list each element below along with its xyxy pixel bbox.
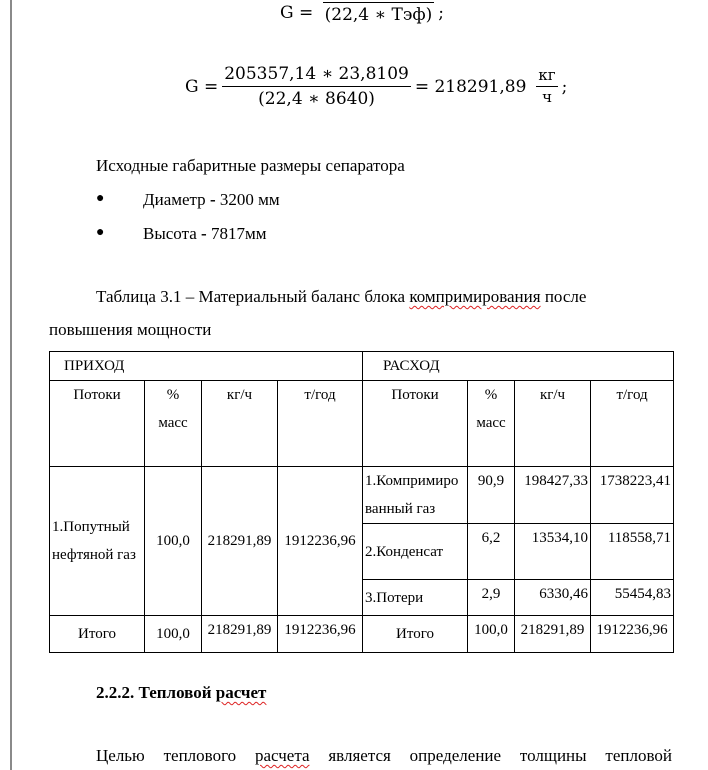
table-caption-line2: повышения мощности bbox=[49, 320, 212, 339]
total-expense-pct: 100,0 bbox=[468, 616, 515, 653]
income-pct: 100,0 bbox=[145, 467, 202, 616]
col-header-pct bbox=[468, 381, 515, 467]
formula-top-denominator: (22,4 ∗ Тэф) bbox=[323, 2, 435, 25]
income-flow-line1: 1.Попутный bbox=[52, 519, 130, 535]
formula-top-fraction bbox=[323, 0, 435, 25]
body-word: Целью bbox=[96, 746, 145, 765]
expense-pct: 90,9 bbox=[468, 467, 515, 524]
section-title-word1: Тепловой bbox=[138, 683, 212, 702]
expense-flow-line2: ванный газ bbox=[365, 501, 436, 517]
page-left-border bbox=[10, 0, 12, 770]
total-income-kgh: 218291,89 bbox=[202, 616, 278, 653]
table-columns-row bbox=[50, 381, 674, 467]
income-kgh: 218291,89 bbox=[202, 467, 278, 616]
expense-kgh: 6330,46 bbox=[515, 580, 591, 616]
formula-top-lhs: G = bbox=[280, 3, 314, 23]
body-text-line bbox=[96, 746, 672, 766]
table-caption-line1 bbox=[96, 287, 586, 307]
table-header-row bbox=[50, 352, 674, 381]
total-income-pct: 100,0 bbox=[145, 616, 202, 653]
table-caption-misspelled: компримирования bbox=[409, 287, 541, 306]
table-caption-prefix: Таблица 3.1 – Материальный баланс блока bbox=[96, 287, 410, 306]
income-flow-line2: нефтяной газ bbox=[52, 547, 136, 563]
formula-unit bbox=[536, 67, 557, 106]
col-header-tpy: т/год bbox=[278, 381, 363, 467]
formula-unit-den: ч bbox=[542, 88, 552, 106]
formula-top-tail: ; bbox=[438, 3, 445, 23]
col-header-kgh: кг/ч bbox=[202, 381, 278, 467]
bullet-diameter-sep: - bbox=[209, 190, 216, 209]
col-header-tpy: т/год bbox=[591, 381, 674, 467]
income-flow-name bbox=[50, 467, 145, 616]
formula-main bbox=[185, 64, 567, 109]
expense-pct: 2,9 bbox=[468, 580, 515, 616]
formula-denominator: (22,4 ∗ 8640) bbox=[258, 89, 375, 109]
bullet-diameter-label: Диаметр bbox=[143, 190, 206, 209]
formula-tail: ; bbox=[561, 76, 568, 97]
formula-result: = 218291,89 bbox=[414, 76, 527, 97]
col-header-kgh: кг/ч bbox=[515, 381, 591, 467]
material-balance-table bbox=[49, 351, 674, 653]
sizes-heading: Исходные габаритные размеры сепаратора bbox=[96, 156, 405, 175]
body-word: толщины bbox=[519, 746, 587, 765]
table-row bbox=[50, 467, 674, 524]
col-header-flows: Потоки bbox=[363, 381, 468, 467]
expense-tpy: 55454,83 bbox=[591, 580, 674, 616]
table-total-row bbox=[50, 616, 674, 653]
table-caption-suffix: после bbox=[540, 287, 587, 306]
body-word: является bbox=[328, 746, 391, 765]
bullet-height-sep: - bbox=[201, 224, 207, 243]
col-header-pct bbox=[145, 381, 202, 467]
formula-lhs: G = bbox=[185, 76, 219, 97]
body-word: определение bbox=[409, 746, 502, 765]
body-word: тепловой bbox=[605, 746, 672, 765]
bullet-height-value: 7817мм bbox=[210, 224, 267, 243]
col-header-flows: Потоки bbox=[50, 381, 145, 467]
bullet-diameter-value: 3200 мм bbox=[219, 190, 280, 209]
expense-tpy: 1738223,41 bbox=[591, 467, 674, 524]
formula-unit-num: кг bbox=[536, 67, 557, 87]
total-expense-label: Итого bbox=[363, 616, 468, 653]
col-header-pct-unit: масс bbox=[158, 415, 188, 431]
total-expense-tpy: 1912236,96 bbox=[591, 616, 674, 653]
col-header-pct-unit: масс bbox=[476, 415, 506, 431]
income-tpy: 1912236,96 bbox=[278, 467, 363, 616]
section-number: 2.2.2. bbox=[96, 683, 135, 702]
expense-flow-name bbox=[363, 467, 468, 524]
expense-kgh: 198427,33 bbox=[515, 467, 591, 524]
expense-header: РАСХОД bbox=[363, 352, 674, 381]
expense-flow-name: 3.Потери bbox=[363, 580, 468, 616]
formula-fraction bbox=[222, 64, 411, 109]
bullet-diameter bbox=[143, 190, 280, 210]
income-header: ПРИХОД bbox=[50, 352, 363, 381]
body-word: теплового bbox=[163, 746, 237, 765]
expense-kgh: 13534,10 bbox=[515, 524, 591, 580]
col-header-pct-sign: % bbox=[166, 387, 180, 403]
total-income-label: Итого bbox=[50, 616, 145, 653]
col-header-pct-sign: % bbox=[484, 387, 498, 403]
total-income-tpy: 1912236,96 bbox=[278, 616, 363, 653]
section-heading bbox=[96, 683, 266, 703]
formula-cut-top bbox=[280, 0, 444, 25]
section-title-word2: расчет bbox=[215, 683, 267, 702]
expense-pct: 6,2 bbox=[468, 524, 515, 580]
bullet-icon: ● bbox=[96, 191, 105, 206]
bullet-icon: ● bbox=[96, 225, 105, 240]
expense-flow-name: 2.Конденсат bbox=[363, 524, 468, 580]
bullet-height bbox=[143, 224, 266, 244]
total-expense-kgh: 218291,89 bbox=[515, 616, 591, 653]
bullet-height-label: Высота bbox=[143, 224, 197, 243]
expense-tpy: 118558,71 bbox=[591, 524, 674, 580]
formula-numerator: 205357,14 ∗ 23,8109 bbox=[222, 64, 411, 87]
expense-flow-line1: 1.Компримиро bbox=[365, 473, 459, 489]
body-word: расчета bbox=[254, 746, 310, 765]
